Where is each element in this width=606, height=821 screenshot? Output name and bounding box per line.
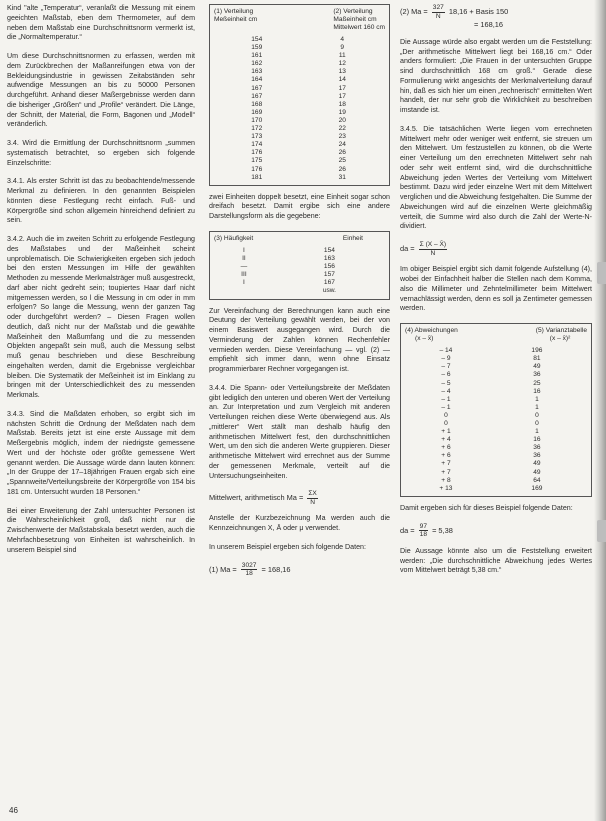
paragraph: Damit ergeben sich für dieses Beispiel folgende Daten: (400, 503, 573, 512)
formula-result: 18,16 + Basis 150 (448, 7, 509, 17)
page-tab-marker (597, 520, 606, 542)
formula-denominator: 18 (245, 570, 253, 578)
formula-numerator: 327 (432, 4, 444, 11)
table-cell: 23 (338, 133, 346, 141)
table-cell: 31 (338, 173, 346, 181)
table-row (405, 436, 587, 444)
table-cell: 18 (338, 100, 346, 108)
table-cell: 25 (533, 379, 541, 387)
table-cell: 14 (338, 76, 346, 84)
paragraph: Kind "alte „Temperatur“, veranlaßt die Messung mit einem geeichten Maßstab, eben dem Thermometer, auf dem neben dem Maßstab eine Durchschnittsnorm vermerkt ist, die „Normaltemperatur.“ (7, 4, 195, 42)
table-cell: 163 (323, 255, 335, 263)
formula-result: = 5,38 (432, 525, 453, 535)
table-body (214, 247, 385, 296)
table-row (405, 388, 587, 396)
formula-da (400, 241, 592, 257)
table-header: (3) Häufigkeit (214, 234, 254, 242)
table-row (214, 101, 385, 109)
table-header: Mittelwert 160 cm (333, 24, 385, 31)
table-row (214, 117, 385, 125)
table-cell: + 6 (441, 444, 451, 452)
formula-numerator: 97 (419, 522, 427, 530)
formula-da-result (400, 523, 592, 539)
formula-numerator: 3027 (241, 561, 257, 569)
column-1 (7, 4, 195, 564)
table-row (405, 460, 587, 468)
deviation-table (400, 323, 592, 497)
formula-label: (1) Ma = (209, 564, 237, 574)
table-cell: – 4 (441, 387, 451, 395)
table-row (214, 157, 385, 165)
table-cell: usw. (322, 287, 337, 295)
table-cell: – 9 (441, 355, 451, 363)
table-row (214, 141, 385, 149)
table-cell: 19 (338, 108, 346, 116)
table-cell: 13 (338, 68, 346, 76)
table-row (214, 44, 385, 52)
table-row (214, 287, 385, 295)
formula-numerator: Σ (X – X̄) (419, 241, 447, 249)
table-row (405, 355, 587, 363)
paragraph: Zur Vereinfachung der Berechnungen kann auch eine Deutung der Verteilung gewählt werden, bei der von einem Basiswert ausgegangen wird. Durch die Verminderung der Zahlen können Rechenfehler vermieden werden. Diese Vereinfachung — vgl. (2) — empfiehlt sich immer dann, wenn ohne Einsatz programmierbarer Rechner vorgegangen ist. (209, 306, 390, 373)
table-cell: 176 (251, 149, 263, 157)
table-row (405, 412, 587, 420)
table-cell: 49 (533, 363, 541, 371)
table-cell: I (243, 279, 245, 287)
table-cell: 173 (251, 133, 263, 141)
table-row (214, 166, 385, 174)
table-cell: 167 (251, 84, 263, 92)
page-tab-marker (597, 262, 606, 284)
paragraph: In unserem Beispiel ergeben sich folgende Daten: (209, 542, 366, 551)
paragraph: 3.4. Wird die Ermittlung der Durchschnittsnorm „summen systematisch betrachtet, so ergeben sich folgende Einzelschritte: (7, 139, 195, 167)
table-row (214, 279, 385, 287)
table-cell: + 1 (441, 428, 451, 436)
table-cell: II (242, 255, 246, 263)
paragraph: Die Aussage würde also ergabt werden um die Feststellung: „Der arithmetische Mittelwert liegt bei 168,16 cm.“ Oder anders formuliert: „Die Frauen in der untersuchten Gruppe sind durchschnittlich 168 cm groß.“ Gerade diese Formulierung wirkt angesichts der Merkmalverteilung darauf hin, daß es sich hier um einen „rechnerisch“ ermittelten Wert handelt, der nur sehr grob die Wirklichkeit zu beschreiben imstande ist. (400, 37, 592, 115)
table-cell: 196 (531, 347, 543, 355)
table-cell: 161 (251, 52, 263, 60)
table-header: (x – x̄)² (549, 335, 571, 343)
table-cell: – 14 (439, 347, 453, 355)
table-cell: + 6 (441, 452, 451, 460)
paragraph: Bei einer Erweiterung der Zahl untersuchter Personen ist die Wahrscheinlichkeit groß, daß nicht nur die Zwischenwerte der Maßstabskala besetzt werden, auch die Mehrfachbesetzung von Einheiten ist wahrscheinlich. In unserem Beispiel sind (7, 506, 195, 554)
table-cell: – 7 (441, 363, 451, 371)
paragraph: 3.4.1. Als erster Schritt ist das zu beobachtende/messende Merkmal zu definieren. In den genannten Beispielen könnten diese Festlegung recht einfach. Fuß- und Körpergröße sind schon allgemein hinreichend definiert zu sein. (7, 177, 195, 225)
table-row (405, 428, 587, 436)
table-body (405, 347, 587, 493)
table-cell: 156 (323, 263, 335, 271)
table-cell (214, 287, 274, 295)
formula-numerator: ΣX (308, 490, 317, 498)
table-row (214, 76, 385, 84)
table-cell: – 1 (441, 395, 451, 403)
table-cell: 164 (251, 76, 263, 84)
table-row (214, 174, 385, 182)
column-3 (400, 4, 592, 585)
table-cell: I (243, 246, 245, 254)
table-cell: 22 (338, 125, 346, 133)
paragraph: Die Aussage könnte also um die Feststellung erweitert werden: „Die durchschnittliche Abweichung jedes Wertes vom Mittelwert beträgt 5,38 cm.“ (400, 546, 592, 575)
table-row (214, 125, 385, 133)
table-row (214, 263, 385, 271)
paragraph: Um diese Durchschnittsnormen zu erfassen, werden mit dem Zurückbrechen der Maßanreifungen etwa von der Bekleidungsindustrie in gewissen Zeitabständen sehr aufwendige Messungen an bis zu 50000 Personen durchgeführt. Anhand dieser Maßergebnisse werden dann die bisheriger „Größen“ und „Profile“ verändert. Die Länge, der Schnitt, der Material, die Form, Bagonen und „Modell“ veränderlich. (7, 52, 195, 129)
paragraph: zwei Einheiten doppelt besetzt, eine Einheit sogar schon dreifach besetzt. Damit ergibe sich eine andere Darstellungsform als die gegebene: (209, 192, 390, 221)
table-cell: + 8 (441, 476, 451, 484)
paragraph: 3.4.3. Sind die Maßdaten erhoben, so ergibt sich im nächsten Schritt die Ordnung der Meßdaten nach dem Maßstab. Bereits jetzt ist eine erste Aussage mit dem Meßergebnis möglich, indem der niedrigste gemessene Wert und der höchste oder größte gemessene Wert genannt werden. Die Aussage würde dann lauten können: „In der Gruppe der 17–18jährigen Frauen ergab sich eine „Spannweite/Verteilungsbreite der Körpergröße von 154 bis 181 cm. Untersucht wurden 18 Personen.“ (7, 409, 195, 496)
table-row (214, 255, 385, 263)
table-cell: 1 (535, 403, 539, 411)
table-cell: 181 (251, 173, 263, 181)
table-row (214, 271, 385, 279)
formula-mean (209, 490, 390, 506)
table-cell: 9 (340, 44, 345, 52)
table-row (405, 347, 587, 355)
table-row (214, 68, 385, 76)
table-cell: 26 (338, 165, 346, 173)
formula-1 (209, 562, 390, 578)
page-edge-shadow (594, 0, 606, 821)
table-cell: 24 (338, 141, 346, 149)
table-cell: 16 (533, 387, 541, 395)
table-cell: + 13 (439, 484, 453, 492)
table-cell: 170 (251, 116, 263, 124)
table-row (214, 247, 385, 255)
table-row (405, 404, 587, 412)
paragraph: 3.4.2. Auch die im zweiten Schritt zu erfolgende Festlegung des Maßstabes und der Maßeinheit scheint unproblematisch. Die Schwierigkeiten ergeben sich jedoch bei den ersten Messungen im Hilfe der gewählten Methoden zu messende Merkmalsträger muß ausgestreckt, darf aber nicht gedreht sein; toupiertes Haar darf nicht mitgemessen werden, so l die Messung in cm oder in mm erfolgen? So lange die Messung, wenn der ganzen Tag oder durchgeführt werden? – Diesen Fragen wollen deutlich, daß nicht nur der Maßstab und die gewählte Maßeinheit den Maßumfang und die zu messenden Objekten angepaßt sein muß, auch die Messung selbst muß genau beschrieben und diese Beschreibung eingehalten werden, damit die Ergebnisse vergleichbar bleiben. Die Systematik der Meßeinheit ist im Einklang zu bringen mit der Unterschiedlichkeit des zu messenden Merkmals. (7, 235, 195, 399)
table-cell: 154 (323, 246, 335, 254)
paragraph: 3.4.5. Die tatsächlichen Werte liegen vom errechneten Mittelwert mehr oder weniger weit entfernt, sie streuen um den Mittelwert. Um festzustellen zu können, ob die Werte einer Verteilung um den errechneten Mittelwert sehr nah oder sehr weit entfernt sind, wird die durchschnittliche Abweichung jeden Wertes der Verteilung vom Mittelwert bestimmt. Dazu wird jeder einzelne Wert mit dem Mittelwert verglichen und die Abweichung festgehalten. Die Summe der Abweichungen wird auf die einzelnen Werte gleichmäßig verteilt, die Summe wird also durch die Zahl der Werte-N-dividiert. (400, 124, 592, 231)
table-cell: + 7 (441, 460, 451, 468)
table-row (405, 371, 587, 379)
table-row (405, 485, 587, 493)
table-cell: 17 (338, 92, 346, 100)
table-cell: 167 (323, 279, 335, 287)
formula-label: (2) Ma = (400, 7, 428, 17)
table-row (405, 444, 587, 452)
table-cell: 0 (444, 411, 448, 419)
table-cell: + 7 (441, 468, 451, 476)
table-cell: 1 (535, 395, 539, 403)
table-row (405, 396, 587, 404)
table-header: Maßeinheit cm (333, 16, 377, 23)
table-header: (x – x̄) (415, 335, 434, 343)
table-cell: 25 (338, 157, 346, 165)
table-cell: 174 (251, 141, 263, 149)
formula-result: = 168,16 (474, 20, 503, 30)
table-row (214, 36, 385, 44)
formula-result: = 168,16 (261, 564, 291, 574)
table-row (405, 363, 587, 371)
table-cell: 162 (251, 60, 263, 68)
table-cell: 168 (251, 100, 263, 108)
table-header: Einheit (342, 234, 363, 242)
table-row (214, 109, 385, 117)
table-header: (1) Verteilung (214, 8, 254, 15)
table-cell: 0 (535, 419, 539, 427)
table-cell: 175 (251, 157, 263, 165)
column-2 (209, 4, 390, 586)
table-row (214, 149, 385, 157)
table-row (214, 85, 385, 93)
table-cell: 36 (533, 452, 541, 460)
table-cell: 0 (444, 419, 448, 427)
table-cell: 49 (533, 460, 541, 468)
table-row (214, 133, 385, 141)
formula-label: da = (400, 525, 415, 535)
table-header: (2) Verteilung (333, 8, 373, 15)
paragraph: Anstelle der Kurzbezeichnung Ma werden auch die Kennzeichnungen X, Ā oder μ verwendet. (209, 514, 390, 533)
table-cell: 169 (531, 484, 543, 492)
table-header: Meßeinheit cm (214, 16, 258, 23)
table-cell: 176 (251, 165, 263, 173)
paragraph: Im obiger Beispiel ergibt sich damit folgende Aufstellung (4), wobei der Einfachheit halber die Stellen nach dem Komma, also die Millimeter und Zehntelmillimeter beim Mittelwert vernachlässigt werden, denn es soll ja Zentimeter gemessen werden. (400, 265, 592, 313)
table-cell: 154 (251, 36, 263, 43)
table-cell: 49 (533, 468, 541, 476)
table-cell: 16 (533, 436, 541, 444)
table-cell: – 5 (441, 379, 451, 387)
table-row (405, 477, 587, 485)
formula-2 (400, 4, 592, 30)
table-row (214, 93, 385, 101)
table-cell: 172 (251, 125, 263, 133)
formula-label: Mittelwert, arithmetisch Ma = (209, 493, 304, 503)
paragraph: 3.4.4. Die Spann- oder Verteilungsbreite der Meßdaten gibt lediglich den unteren und oberen Wert der Verteilung an. Zur Interpretation und zum Vergleich mit anderen Verteilungen reichen diese Werte überwiegend aus. Als „mittlerer“ Wert ställt man deshalb häufig den arithmetischen Mittelwert fest, den durchschnittlichen Wert, um den sich die anderen Werte gruppieren. Dieser arithmetische Mittelwert wird errechnet aus der Summe der gemessenen Merkmale, verteilt auf die Untersuchungseinheiten. (209, 383, 390, 480)
table-cell: 81 (533, 355, 541, 363)
table-cell: 11 (338, 52, 346, 60)
table-cell: 167 (251, 92, 263, 100)
table-header: (5) Varianztabelle (535, 327, 587, 335)
table-row (214, 52, 385, 60)
table-header: (4) Abweichungen (405, 327, 458, 335)
page-number: 46 (9, 806, 18, 815)
table-cell: 4 (340, 36, 345, 43)
frequency-table (209, 231, 390, 300)
table-cell: 36 (533, 444, 541, 452)
formula-denominator: N (310, 498, 315, 506)
table-cell: 169 (251, 108, 263, 116)
table-cell: 26 (338, 149, 346, 157)
table-cell: + 4 (441, 436, 451, 444)
table-cell: 36 (533, 371, 541, 379)
distribution-table (209, 4, 390, 186)
table-body (214, 36, 385, 182)
table-cell: 17 (338, 84, 346, 92)
table-row (405, 452, 587, 460)
table-cell: 1 (535, 428, 539, 436)
table-cell: 12 (338, 60, 346, 68)
table-row (405, 380, 587, 388)
table-cell: 159 (251, 44, 263, 52)
table-cell: 0 (535, 411, 539, 419)
table-cell: – 6 (441, 371, 451, 379)
formula-denominator: 18 (419, 531, 427, 539)
table-cell: – 1 (441, 403, 451, 411)
table-row (405, 469, 587, 477)
table-cell: 157 (323, 271, 335, 279)
table-row (405, 420, 587, 428)
formula-denominator: N (435, 12, 441, 20)
table-cell: 20 (338, 116, 346, 124)
table-cell: 64 (533, 476, 541, 484)
formula-denominator: N (430, 249, 436, 257)
table-cell: 163 (251, 68, 263, 76)
table-cell: III (241, 271, 247, 279)
formula-label: da = (400, 244, 415, 254)
table-cell: — (240, 263, 248, 271)
table-row (214, 60, 385, 68)
